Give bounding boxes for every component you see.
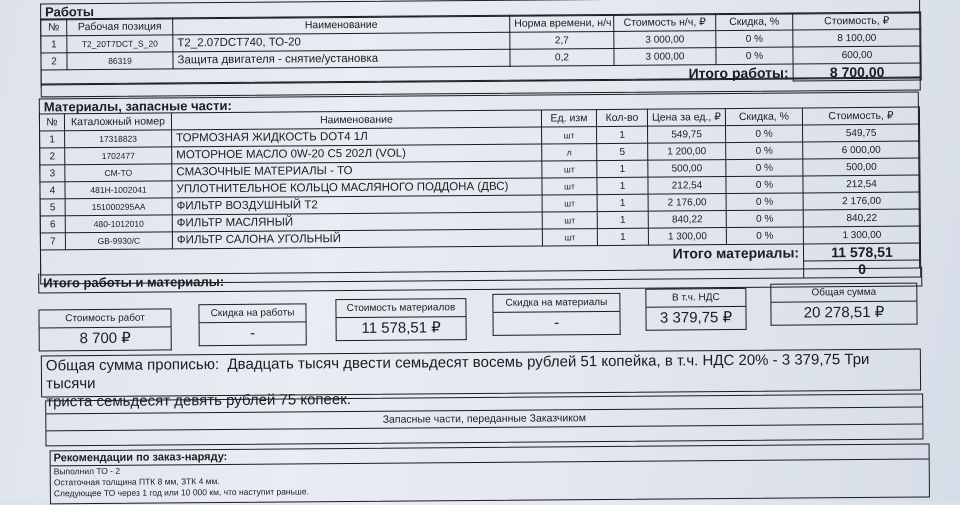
row-catalog: 17318823 [65,130,172,148]
row-catalog: 1702477 [65,147,172,165]
row-norm: 2,7 [510,31,614,49]
works-table [40,12,922,88]
col-header-num: № [39,114,64,131]
row-cost: 600,00 [793,46,921,64]
row-num: 4 [40,182,65,199]
row-discount: 0 % [726,142,803,160]
recommendation-line: Остаточная толщина ПТК 8 мм, ЗТК 4 мм. [53,476,220,488]
row-price: 212,54 [648,177,726,195]
summary-box-works-discount [198,303,306,346]
summary-label: Общая сумма [770,283,917,303]
row-unit: л [542,144,597,161]
sum-in-words-label: Общая сумма прописью: [45,356,220,375]
sum-in-words [41,349,921,411]
col-header-name: Наименование [171,110,541,130]
col-header-price: Цена за ед., ₽ [647,109,725,127]
row-name: Защита двигателя - снятие/установка [173,49,510,69]
col-header-catalog: Каталожный номер [64,113,171,131]
recommendations-section [50,443,930,504]
summary-label: Скидка на материалы [492,293,620,313]
row-discount: 0 % [726,227,803,245]
recommendations-title: Рекомендации по заказ-наряду: [51,444,929,466]
row-price: 1 300,00 [648,228,726,246]
summary-box-materials-cost [335,298,466,341]
row-unit: шт [542,229,597,246]
row-unit: шт [542,212,597,229]
sum-in-words-line1: Двадцать тысяч двести семьдесят восемь рублей 51 копейка, в т.ч. НДС 20% - 3 379,75 Три тысячи [45,350,870,393]
row-price: 840,22 [648,211,726,229]
row-name: МОТОРНОЕ МАСЛО 0W-20 C5 202Л (VOL) [172,144,542,164]
row-num: 1 [41,36,67,53]
summary-label: Скидка на работы [198,303,306,323]
col-header-rate: Стоимость н/ч, ₽ [614,14,716,32]
row-price: 500,00 [648,160,726,178]
row-cost: 840,22 [803,209,920,227]
parts-transferred-title: Запасные части, переданные Заказчиком [46,408,922,432]
col-header-norm: Норма времени, н/ч [510,14,614,32]
summary-value: - [492,312,620,336]
row-price: 2 176,00 [648,194,726,212]
row-num: 6 [40,216,65,233]
summary-value: 11 578,51 ₽ [336,317,467,341]
recommendation-line: Выполнил ТО - 2 [53,465,121,477]
summary-value: - [199,322,307,346]
col-header-num: № [41,19,67,36]
row-name: T2_2.07DCT740, ТО-20 [173,32,510,52]
summary-value: 8 700 ₽ [39,327,172,351]
summary-title: Итого работы и материалы: [43,274,225,291]
row-num: 2 [41,53,67,70]
row-cost: 500,00 [803,158,920,176]
row-cost: 8 100,00 [793,29,921,47]
row-catalog: GB-9930/C [65,232,172,250]
row-name: ФИЛЬТР МАСЛЯНЫЙ [172,212,542,232]
row-unit: шт [542,127,597,144]
row-cost: 6 000,00 [803,141,920,159]
row-cost: 1 300,00 [803,226,920,244]
row-name: УПЛОТНИТЕЛЬНОЕ КОЛЬЦО МАСЛЯНОГО ПОДДОНА (ДВС) [172,178,542,198]
row-discount: 0 % [726,210,803,228]
row-name: ФИЛЬТР ВОЗДУШНЫЙ T2 [172,195,542,215]
works-title: Работы [41,0,919,20]
row-unit: шт [542,178,597,195]
row-name: ФИЛЬТР САЛОНА УГОЛЬНЫЙ [172,229,542,249]
col-header-qty: Кол-во [596,109,647,126]
row-qty: 1 [597,194,648,211]
col-header-cost: Стоимость, ₽ [793,12,921,30]
row-qty: 1 [597,177,648,194]
row-discount: 0 % [726,125,803,143]
materials-extra-value: 0 [804,260,921,278]
row-num: 7 [40,233,65,250]
row-unit: шт [542,195,597,212]
row-price: 1 200,00 [648,143,726,161]
row-rate: 3 000,00 [614,31,716,49]
works-total-label: Итого работы: [41,64,793,87]
row-catalog: 151000295AA [65,198,172,216]
col-header-position: Рабочая позиция [67,18,173,36]
works-total-value: 8 700,00 [793,63,921,81]
summary-label: Стоимость материалов [335,298,466,318]
col-header-cost: Стоимость, ₽ [802,107,919,125]
col-header-discount: Скидка, % [725,108,802,126]
row-num: 1 [40,131,65,148]
row-norm: 0,2 [510,48,614,66]
row-discount: 0 % [716,30,793,48]
row-position: 86319 [67,52,173,70]
row-discount: 0 % [726,176,803,194]
summary-value: 3 379,75 ₽ [645,307,746,331]
col-header-discount: Скидка, % [716,13,793,31]
row-price: 549,75 [648,126,726,144]
row-discount: 0 % [716,47,793,65]
materials-title: Материалы, запасные части: [43,97,232,115]
row-cost: 2 176,00 [803,192,920,210]
summary-box-grand-total [770,283,917,326]
summary-label: Стоимость работ [38,308,171,328]
row-discount: 0 % [726,193,803,211]
row-position: T2_20T7DCT_S_20 [67,35,173,53]
row-num: 2 [40,148,65,165]
parts-transferred-section [45,394,923,447]
col-header-unit: Ед. изм [541,110,596,127]
row-qty: 1 [597,160,648,177]
row-rate: 3 000,00 [614,48,716,66]
row-qty: 5 [597,143,648,160]
row-qty: 1 [597,211,648,228]
row-catalog: 480-1012010 [65,215,172,233]
row-cost: 212,54 [803,175,920,193]
row-num: 5 [40,199,65,216]
summary-box-vat [645,288,746,331]
row-unit: шт [542,161,597,178]
col-header-name: Наименование [173,15,510,35]
row-catalog: CM-TO [65,164,172,182]
recommendation-line: Следующее ТО через 1 год или 10 000 км, что наступит раньше. [53,486,309,499]
materials-total-value: 11 578,51 [803,243,920,261]
materials-table [39,107,921,285]
materials-total-label: Итого материалы: [40,244,803,267]
row-discount: 0 % [726,159,803,177]
row-qty: 1 [597,126,648,143]
summary-value: 20 278,51 ₽ [770,302,917,326]
row-name: СМАЗОЧНЫЕ МАТЕРИАЛЫ - ТО [172,161,542,181]
summary-label: В т.ч. НДС [645,288,746,308]
row-catalog: 481H-1002041 [65,181,172,199]
row-cost: 549,75 [803,124,920,142]
row-num: 3 [40,165,65,182]
summary-box-materials-discount [492,293,620,336]
summary-box-works-cost [38,308,171,351]
row-name: ТОРМОЗНАЯ ЖИДКОСТЬ DOT4 1Л [172,127,542,147]
sum-in-words-line2: триста семьдесят девять рублей 75 копеек. [46,391,351,411]
row-qty: 1 [597,228,648,245]
